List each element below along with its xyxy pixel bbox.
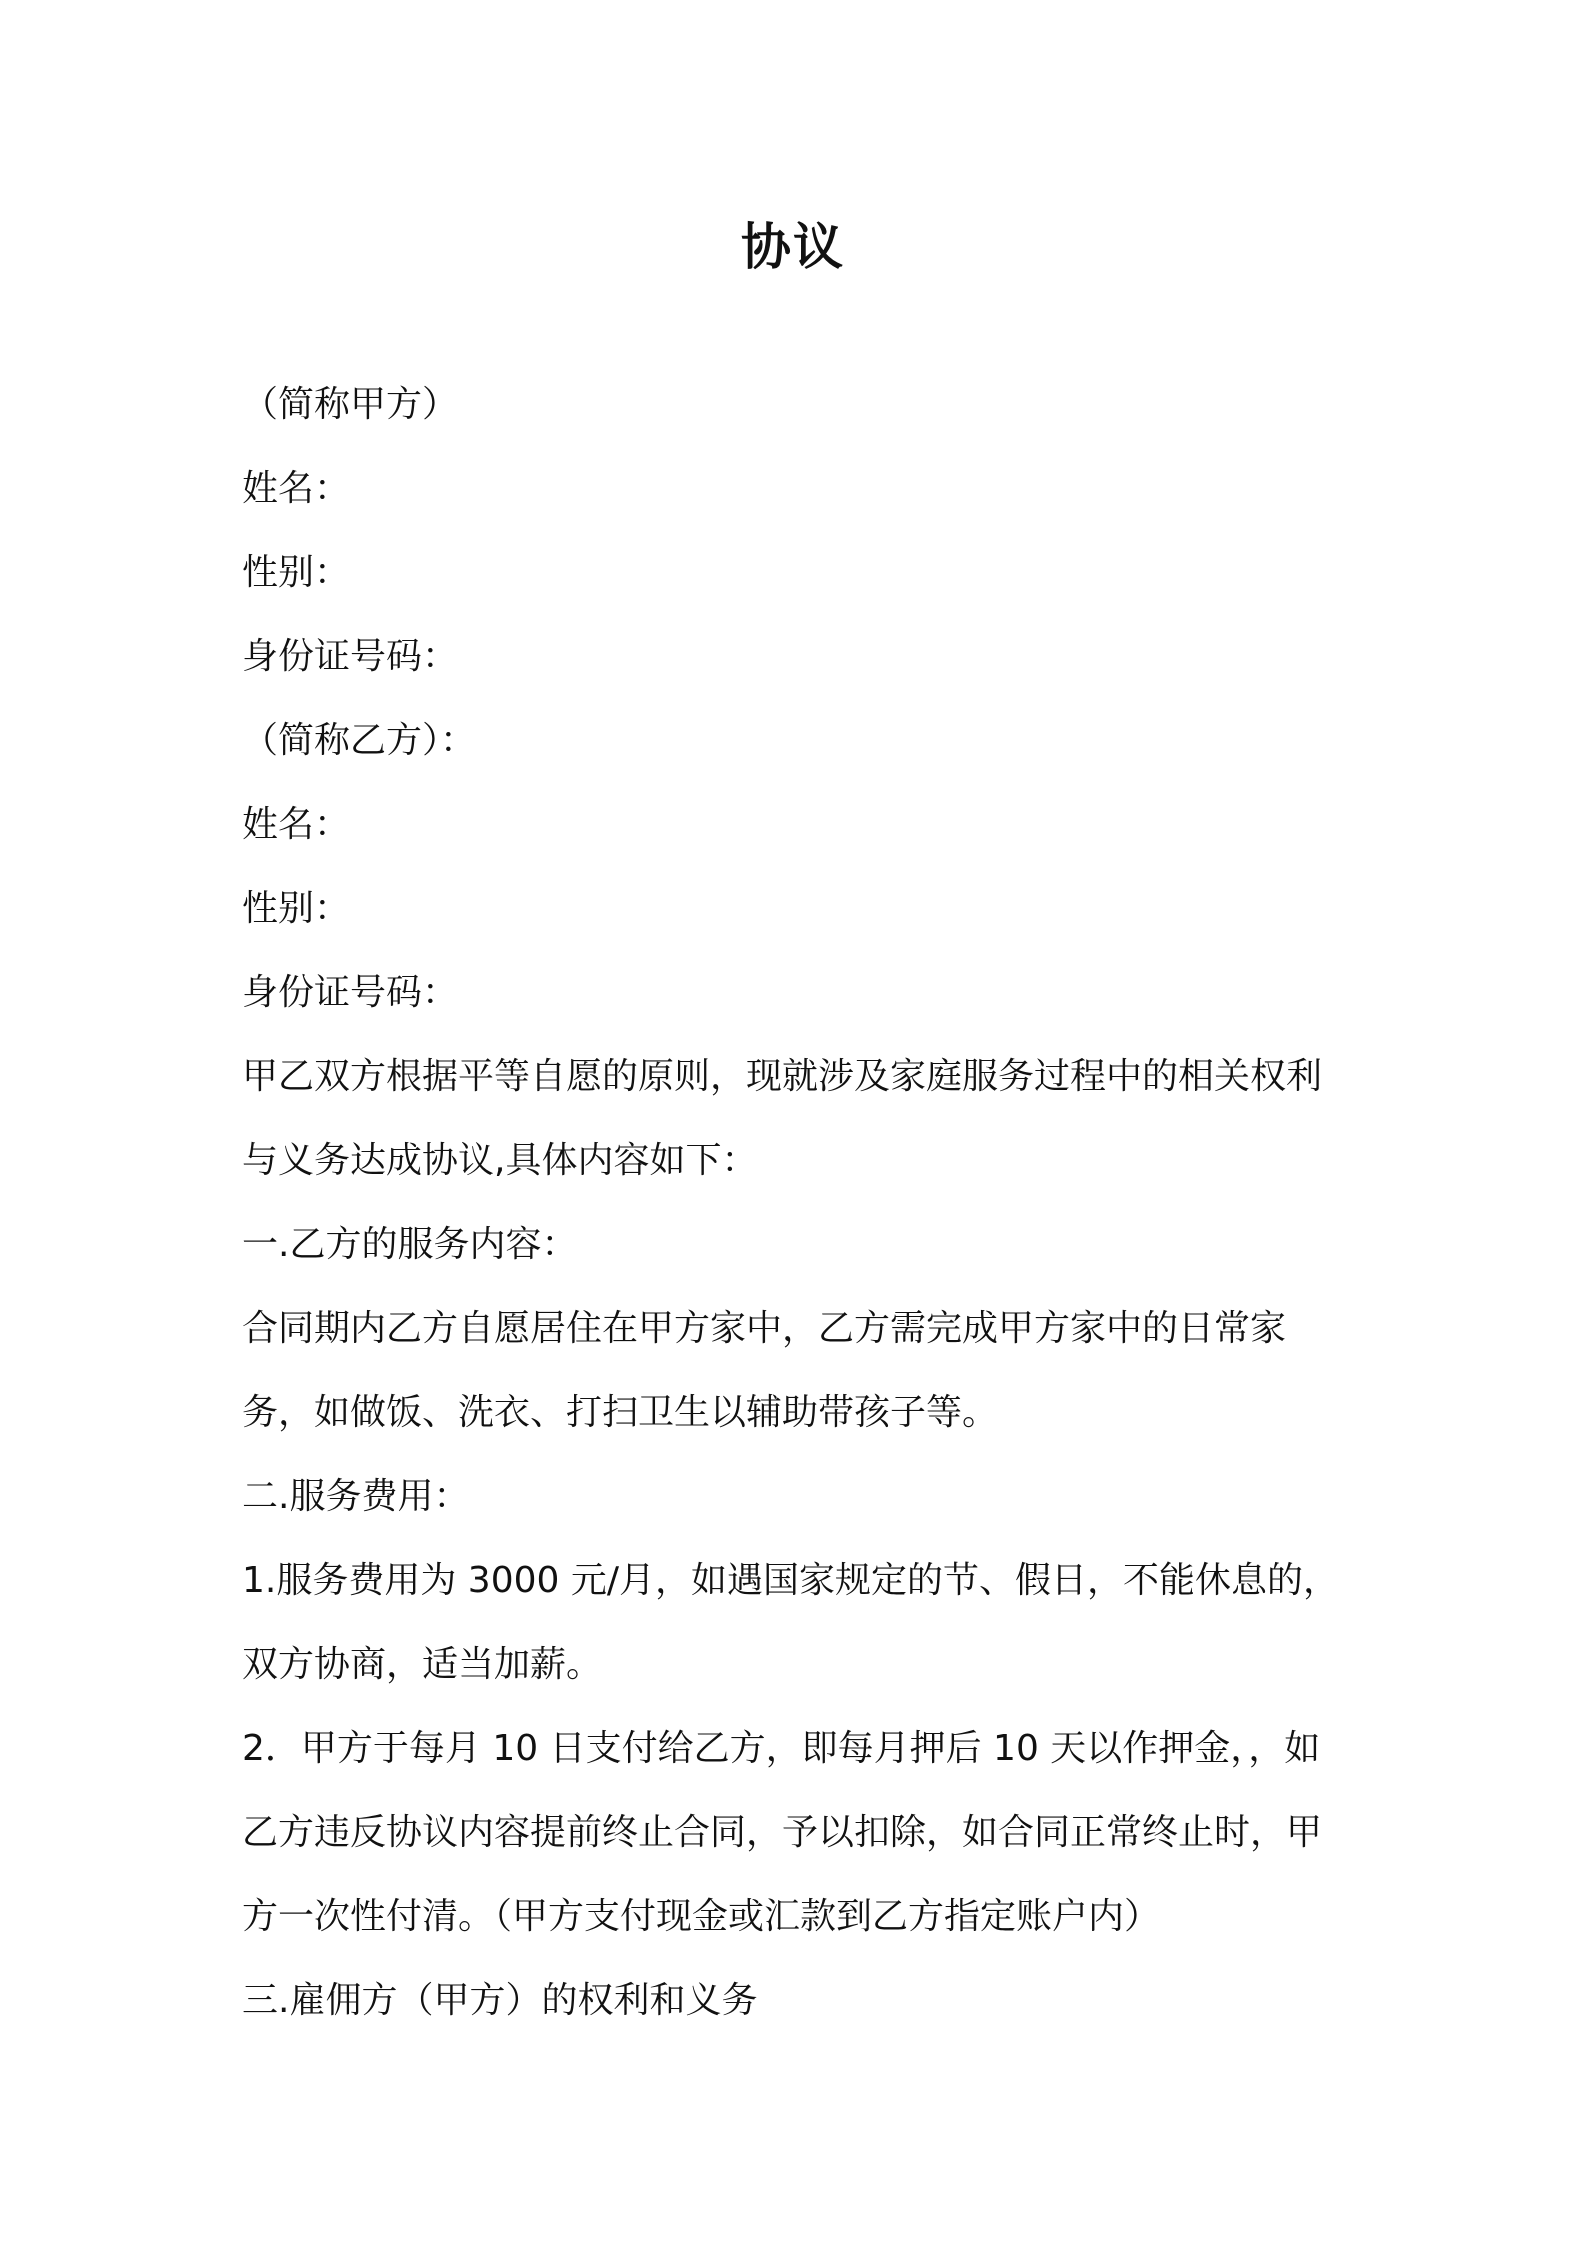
- document-body: [242, 363, 1362, 2043]
- party-b-label: （简称乙方）：: [242, 720, 477, 761]
- party-b-id-field: 身份证号码：: [242, 972, 459, 1013]
- intro-paragraph-line-1: 甲乙双方根据平等自愿的原则，现就涉及家庭服务过程中的相关权利: [242, 1056, 1323, 1097]
- section-2-item-1-line-1: 1.服务费用为 3000 元/月，如遇国家规定的节、假日，不能休息的，: [242, 1560, 1339, 1601]
- section-2-heading: 二.服务费用：: [242, 1476, 470, 1517]
- party-a-gender-field: 性别：: [242, 552, 351, 593]
- party-b-name-field: 姓名：: [242, 804, 351, 845]
- section-1-text-line-2: 务，如做饭、洗衣、打扫卫生以辅助带孩子等。: [242, 1392, 999, 1433]
- document-title: 协议: [741, 218, 845, 276]
- party-a-name-field: 姓名：: [242, 468, 351, 509]
- intro-paragraph-line-2: 与义务达成协议,具体内容如下：: [242, 1140, 758, 1181]
- section-2-item-2-line-1: 2．甲方于每月 10 日支付给乙方，即每月押后 10 天以作押金，，如: [242, 1728, 1321, 1769]
- section-3-heading: 三.雇佣方（甲方）的权利和义务: [242, 1980, 758, 2021]
- section-2-item-2-line-3: 方一次性付清。（甲方支付现金或汇款到乙方指定账户内）: [242, 1896, 1161, 1937]
- section-2-item-1-line-2: 双方协商，适当加薪。: [242, 1644, 603, 1685]
- section-2-item-2-line-2: 乙方违反协议内容提前终止合同，予以扣除，如合同正常终止时，甲: [242, 1812, 1323, 1853]
- section-1-heading: 一.乙方的服务内容：: [242, 1224, 578, 1265]
- party-b-gender-field: 性别：: [242, 888, 351, 929]
- section-1-text-line-1: 合同期内乙方自愿居住在甲方家中，乙方需完成甲方家中的日常家: [242, 1308, 1287, 1349]
- party-a-label: （简称甲方）: [242, 384, 459, 425]
- party-a-id-field: 身份证号码：: [242, 636, 459, 677]
